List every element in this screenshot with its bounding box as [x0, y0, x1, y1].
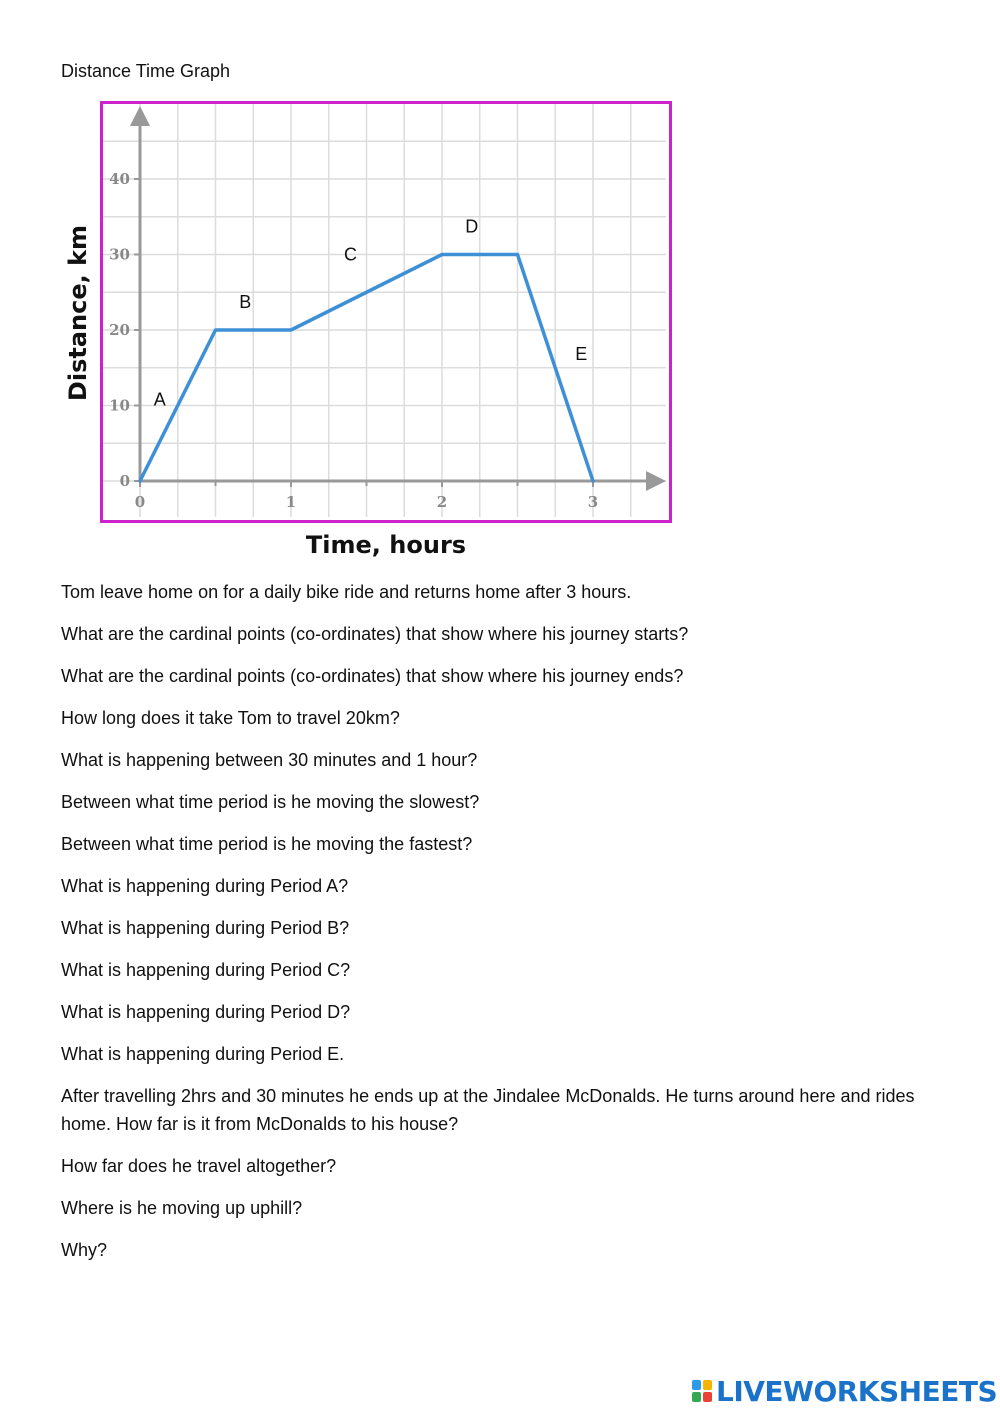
logo-square-3	[692, 1392, 701, 1402]
x-tick-label: 1	[285, 493, 297, 511]
question-10: What is happening during Period D?	[61, 1002, 351, 1022]
y-tick-label: 20	[109, 321, 130, 339]
question-8: What is happening during Period B?	[61, 918, 350, 938]
question-0: Tom leave home on for a daily bike ride and returns home after 3 hours.	[61, 582, 632, 602]
question-1: What are the cardinal points (co-ordinates) that show where his journey starts?	[61, 624, 689, 644]
y-tick-label: 0	[119, 472, 130, 490]
y-axis-label: Distance, km	[64, 224, 92, 402]
question-11: What is happening during Period E.	[61, 1044, 345, 1064]
question-9: What is happening during Period C?	[61, 960, 351, 980]
segment-label-D: D	[465, 216, 479, 237]
question-15: Why?	[61, 1240, 108, 1260]
question-4: What is happening between 30 minutes and 1 hour?	[61, 750, 478, 770]
logo-square-4	[703, 1392, 712, 1402]
y-tick-label: 40	[109, 170, 130, 188]
question-2: What are the cardinal points (co-ordinates) that show where his journey ends?	[61, 666, 684, 686]
question-6: Between what time period is he moving the fastest?	[61, 834, 473, 854]
x-axis-arrow	[646, 471, 666, 491]
x-axis-label: Time, hours	[305, 531, 467, 559]
logo-text: LIVEWORKSHEETS	[716, 1374, 998, 1408]
question-5: Between what time period is he moving the slowest?	[61, 792, 480, 812]
segment-label-B: B	[239, 292, 252, 312]
segment-label-C: C	[344, 244, 357, 265]
x-tick-label: 0	[134, 493, 146, 511]
question-12: After travelling 2hrs and 30 minutes he ends up at the Jindalee McDonalds. He turns around here and rides home. How far is it from McDonalds to his house?	[61, 1086, 915, 1134]
segment-label-E: E	[575, 343, 588, 364]
y-axis-arrow	[130, 106, 150, 126]
y-tick-label: 10	[109, 396, 130, 415]
question-3: How long does it take Tom to travel 20km?	[61, 708, 400, 728]
x-tick-label: 3	[587, 493, 599, 511]
question-14: Where is he moving up uphill?	[61, 1198, 303, 1218]
logo-square-2	[703, 1380, 712, 1390]
y-tick-label: 30	[109, 245, 130, 264]
distance-time-chart	[0, 0, 1000, 600]
question-7: What is happening during Period A?	[61, 876, 349, 896]
x-tick-label: 2	[436, 493, 448, 511]
logo-icon	[692, 1380, 712, 1402]
liveworksheets-logo	[692, 1374, 997, 1408]
segment-label-A: A	[153, 389, 166, 410]
question-13: How far does he travel altogether?	[61, 1156, 337, 1176]
logo-square-1	[692, 1380, 701, 1390]
page-title: Distance Time Graph	[61, 61, 231, 81]
